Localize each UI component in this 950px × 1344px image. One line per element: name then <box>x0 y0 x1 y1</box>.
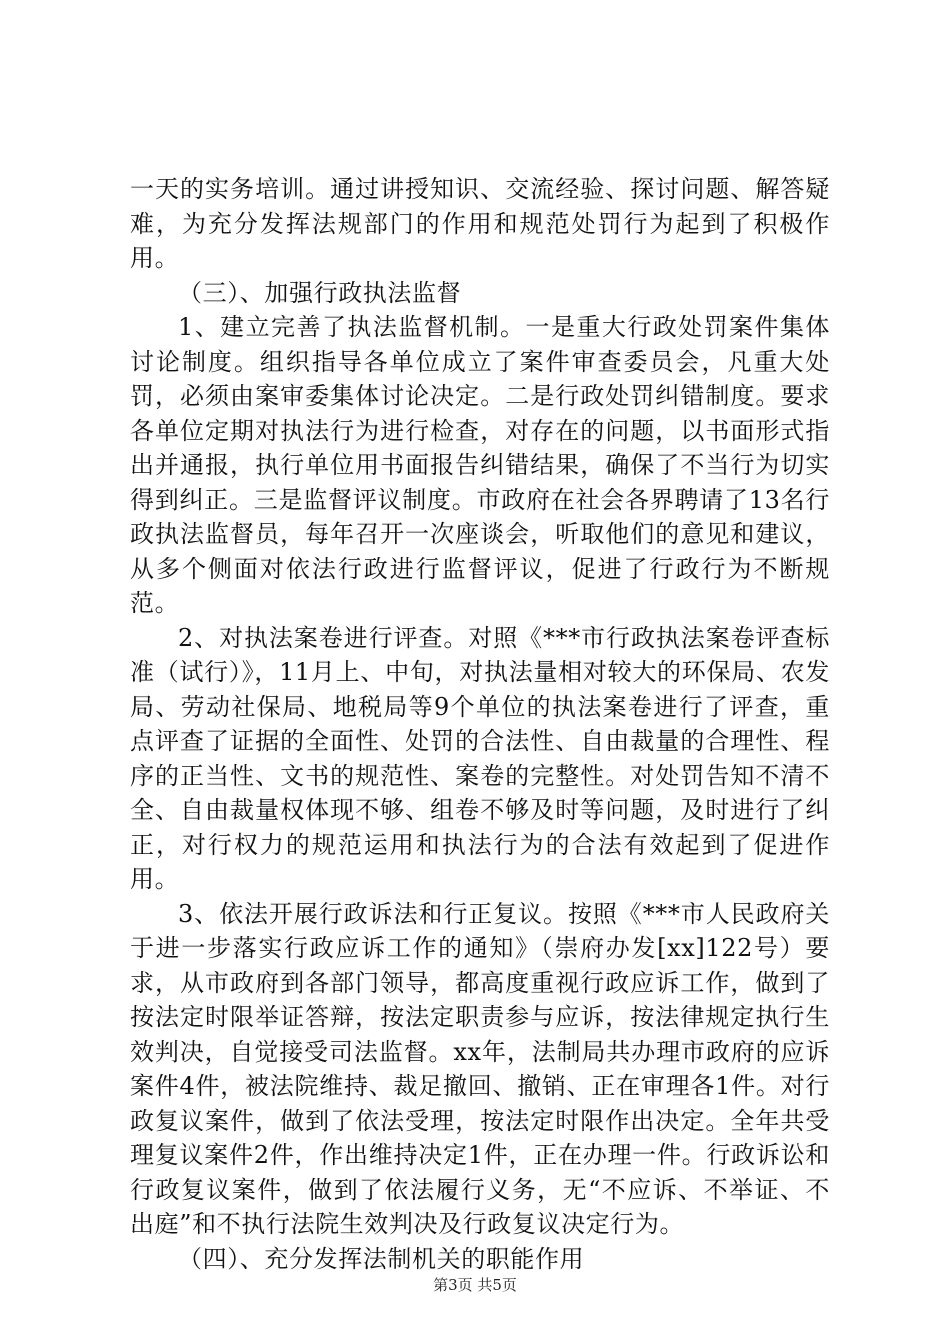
section-heading-4: （四）、充分发挥法制机关的职能作用 <box>178 1244 585 1273</box>
paragraph-training-continuation: 一天的实务培训。通过讲授知识、交流经验、探讨问题、解答疑难，为充分发挥法规部门的作用和规范处罚行为起到了积极作用。 <box>130 175 830 272</box>
paragraph-supervision-mechanism: 1、建立完善了执法监督机制。一是重大行政处罚案件集体讨论制度。组织指导各单位成立了案件审查委员会，凡重大处罚，必须由案审委集体讨论决定。二是行政处罚纠错制度。要求各单位定期对执法行为进行检查，对存在的问题，以书面形式指出并通报，执行单位用书面报告纠错结果，确保了不当行为切实得到纠正。三是监督评议制度。市政府在社会各界聘请了13名行政执法监督员，每年召开一次座谈会，听取他们的意见和建议，从多个侧面对依法行政进行监督评议，促进了行政行为不断规范。 <box>130 313 830 617</box>
paragraph-case-file-review: 2、对执法案卷进行评查。对照《***市行政执法案卷评查标准（试行）》，11月上、中旬，对执法量相对较大的环保局、农发局、劳动社保局、地税局等9个单位的执法案卷进行了评查，重点评查了证据的全面性、处罚的合法性、自由裁量的合理性、程序的正当性、文书的规范性、案卷的完整性。对处罚告知不清不全、自由裁量权体现不够、组卷不够及时等问题，及时进行了纠正，对行权力的规范运用和执法行为的合法有效起到了促进作用。 <box>130 623 830 893</box>
document-body <box>130 172 830 1276</box>
page-footer: 第3页 共5页 <box>433 1276 517 1294</box>
paragraph-litigation-reconsideration: 3、依法开展行政诉法和行正复议。按照《***市人民政府关于进一步落实行政应诉工作的通知》（崇府办发[xx]122号）要求，从市政府到各部门领导，都高度重视行政应诉工作，做到了按法定时限举证答辩，按法定职责参与应诉，按法律规定执行生效判决，自觉接受司法监督。xx年，法制局共办理市政府的应诉案件4件，被法院维持、裁足撤回、撤销、正在审理各1件。对行政复议案件，做到了依法受理，按法定时限作出决定。全年共受理复议案件2件，作出维持决定1件，正在办理一件。行政诉讼和行政复议案件，做到了依法履行义务，无“不应诉、不举证、不出庭”和不执行法院生效判决及行政复议决定行为。 <box>130 899 830 1238</box>
section-heading-3: （三）、加强行政执法监督 <box>178 278 462 307</box>
